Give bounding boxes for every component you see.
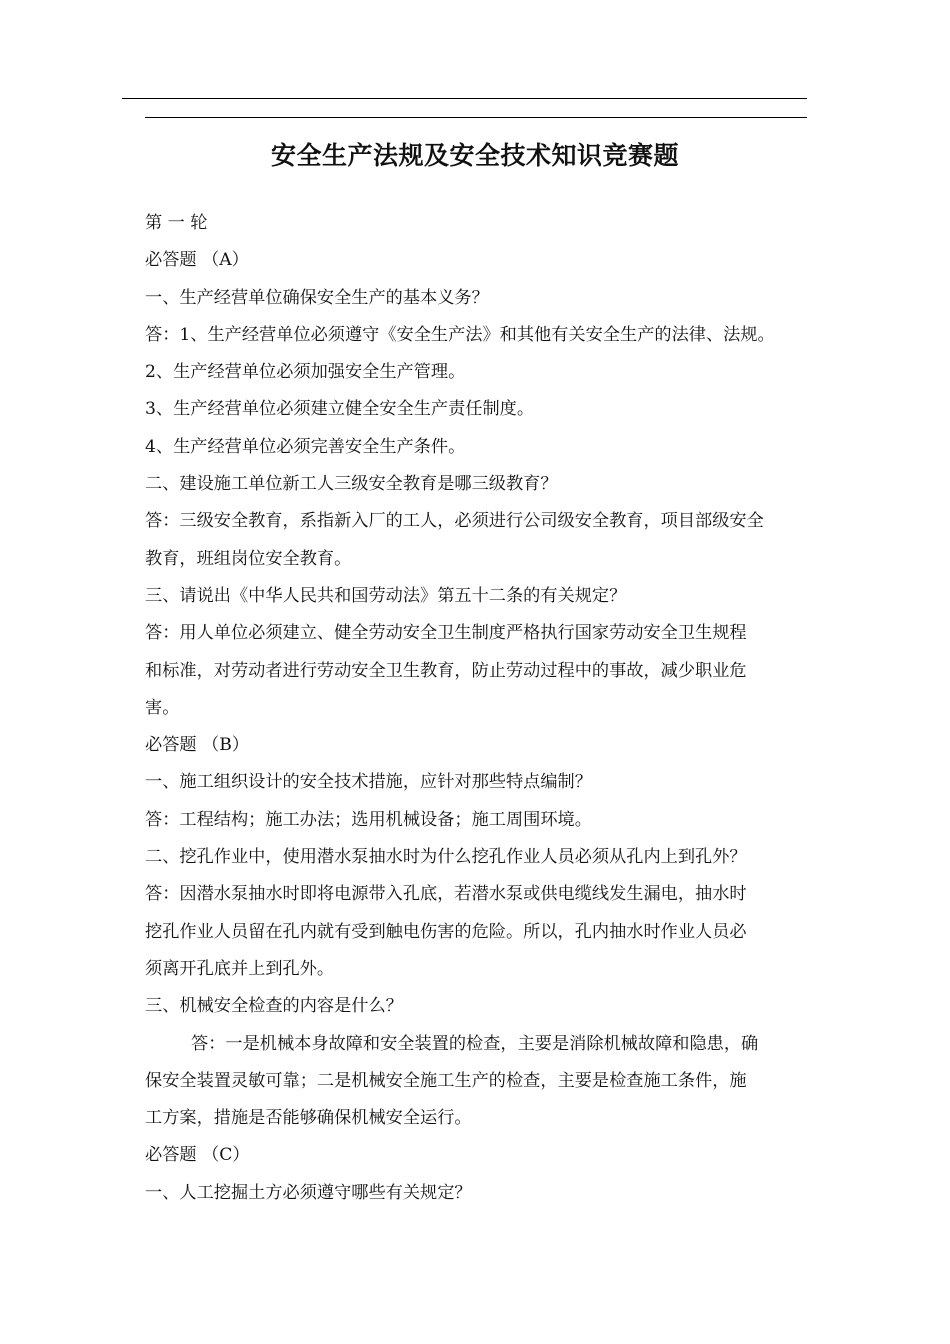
question-a1: 一、生产经营单位确保安全生产的基本义务？ <box>145 287 489 308</box>
section-heading-a: 必答题 （A） <box>145 250 249 271</box>
question-c1: 一、人工挖掘土方必须遵守哪些有关规定？ <box>145 1182 472 1203</box>
answer-a2-line1: 答：三级安全教育，系指新入厂的工人，必须进行公司级安全教育，项目部级安全 <box>145 511 764 532</box>
answer-b3-line3: 工方案，措施是否能够确保机械安全运行。 <box>145 1108 472 1129</box>
answer-a3-line2: 和标准，对劳动者进行劳动安全卫生教育，防止劳动过程中的事故，减少职业危 <box>145 660 747 681</box>
answer-b3-line1: 答：一是机械本身故障和安全装置的检查，主要是消除机械故障和隐患，确 <box>191 1033 759 1054</box>
answer-b3-line2: 保安全装置灵敏可靠；二是机械安全施工生产的检查，主要是检查施工条件，施 <box>145 1070 747 1091</box>
answer-b2-line2: 挖孔作业人员留在孔内就有受到触电伤害的危险。所以，孔内抽水时作业人员必 <box>145 921 747 942</box>
question-a3: 三、请说出《中华人民共和国劳动法》第五十二条的有关规定？ <box>145 585 627 606</box>
section-heading-b: 必答题 （B） <box>145 735 250 756</box>
round-heading: 第 一 轮 <box>145 213 208 233</box>
header-rule-top <box>122 98 807 99</box>
page-title: 安全生产法规及安全技术知识竞赛题 <box>270 141 679 170</box>
section-heading-c: 必答题 （C） <box>145 1145 250 1166</box>
answer-a1-line2: 2、生产经营单位必须加强安全生产管理。 <box>145 362 466 383</box>
question-a2: 二、建设施工单位新工人三级安全教育是哪三级教育？ <box>145 474 558 495</box>
answer-a3-line1: 答：用人单位必须建立、健全劳动安全卫生制度严格执行国家劳动安全卫生规程 <box>145 623 747 644</box>
answer-a1-line4: 4、生产经营单位必须完善安全生产条件。 <box>145 436 466 457</box>
question-b3: 三、机械安全检查的内容是什么？ <box>145 996 403 1017</box>
answer-a2-line2: 教育，班组岗位安全教育。 <box>145 548 352 569</box>
answer-a3-line3: 害。 <box>145 697 180 718</box>
question-b2: 二、挖孔作业中，使用潜水泵抽水时为什么挖孔作业人员必须从孔内上到孔外？ <box>145 847 747 868</box>
question-b1: 一、施工组织设计的安全技术措施，应针对那些特点编制？ <box>145 772 592 793</box>
answer-a1-line1: 答：1、生产经营单位必须遵守《安全生产法》和其他有关安全生产的法律、法规。 <box>145 324 775 345</box>
answer-b1: 答：工程结构；施工办法；选用机械设备；施工周围环境。 <box>145 809 592 830</box>
answer-a1-line3: 3、生产经营单位必须建立健全安全生产责任制度。 <box>145 399 535 420</box>
answer-b2-line3: 须离开孔底并上到孔外。 <box>145 958 335 979</box>
answer-b2-line1: 答：因潜水泵抽水时即将电源带入孔底，若潜水泵或供电缆线发生漏电，抽水时 <box>145 884 747 905</box>
header-rule-second <box>145 117 807 118</box>
document-body <box>145 205 810 1212</box>
